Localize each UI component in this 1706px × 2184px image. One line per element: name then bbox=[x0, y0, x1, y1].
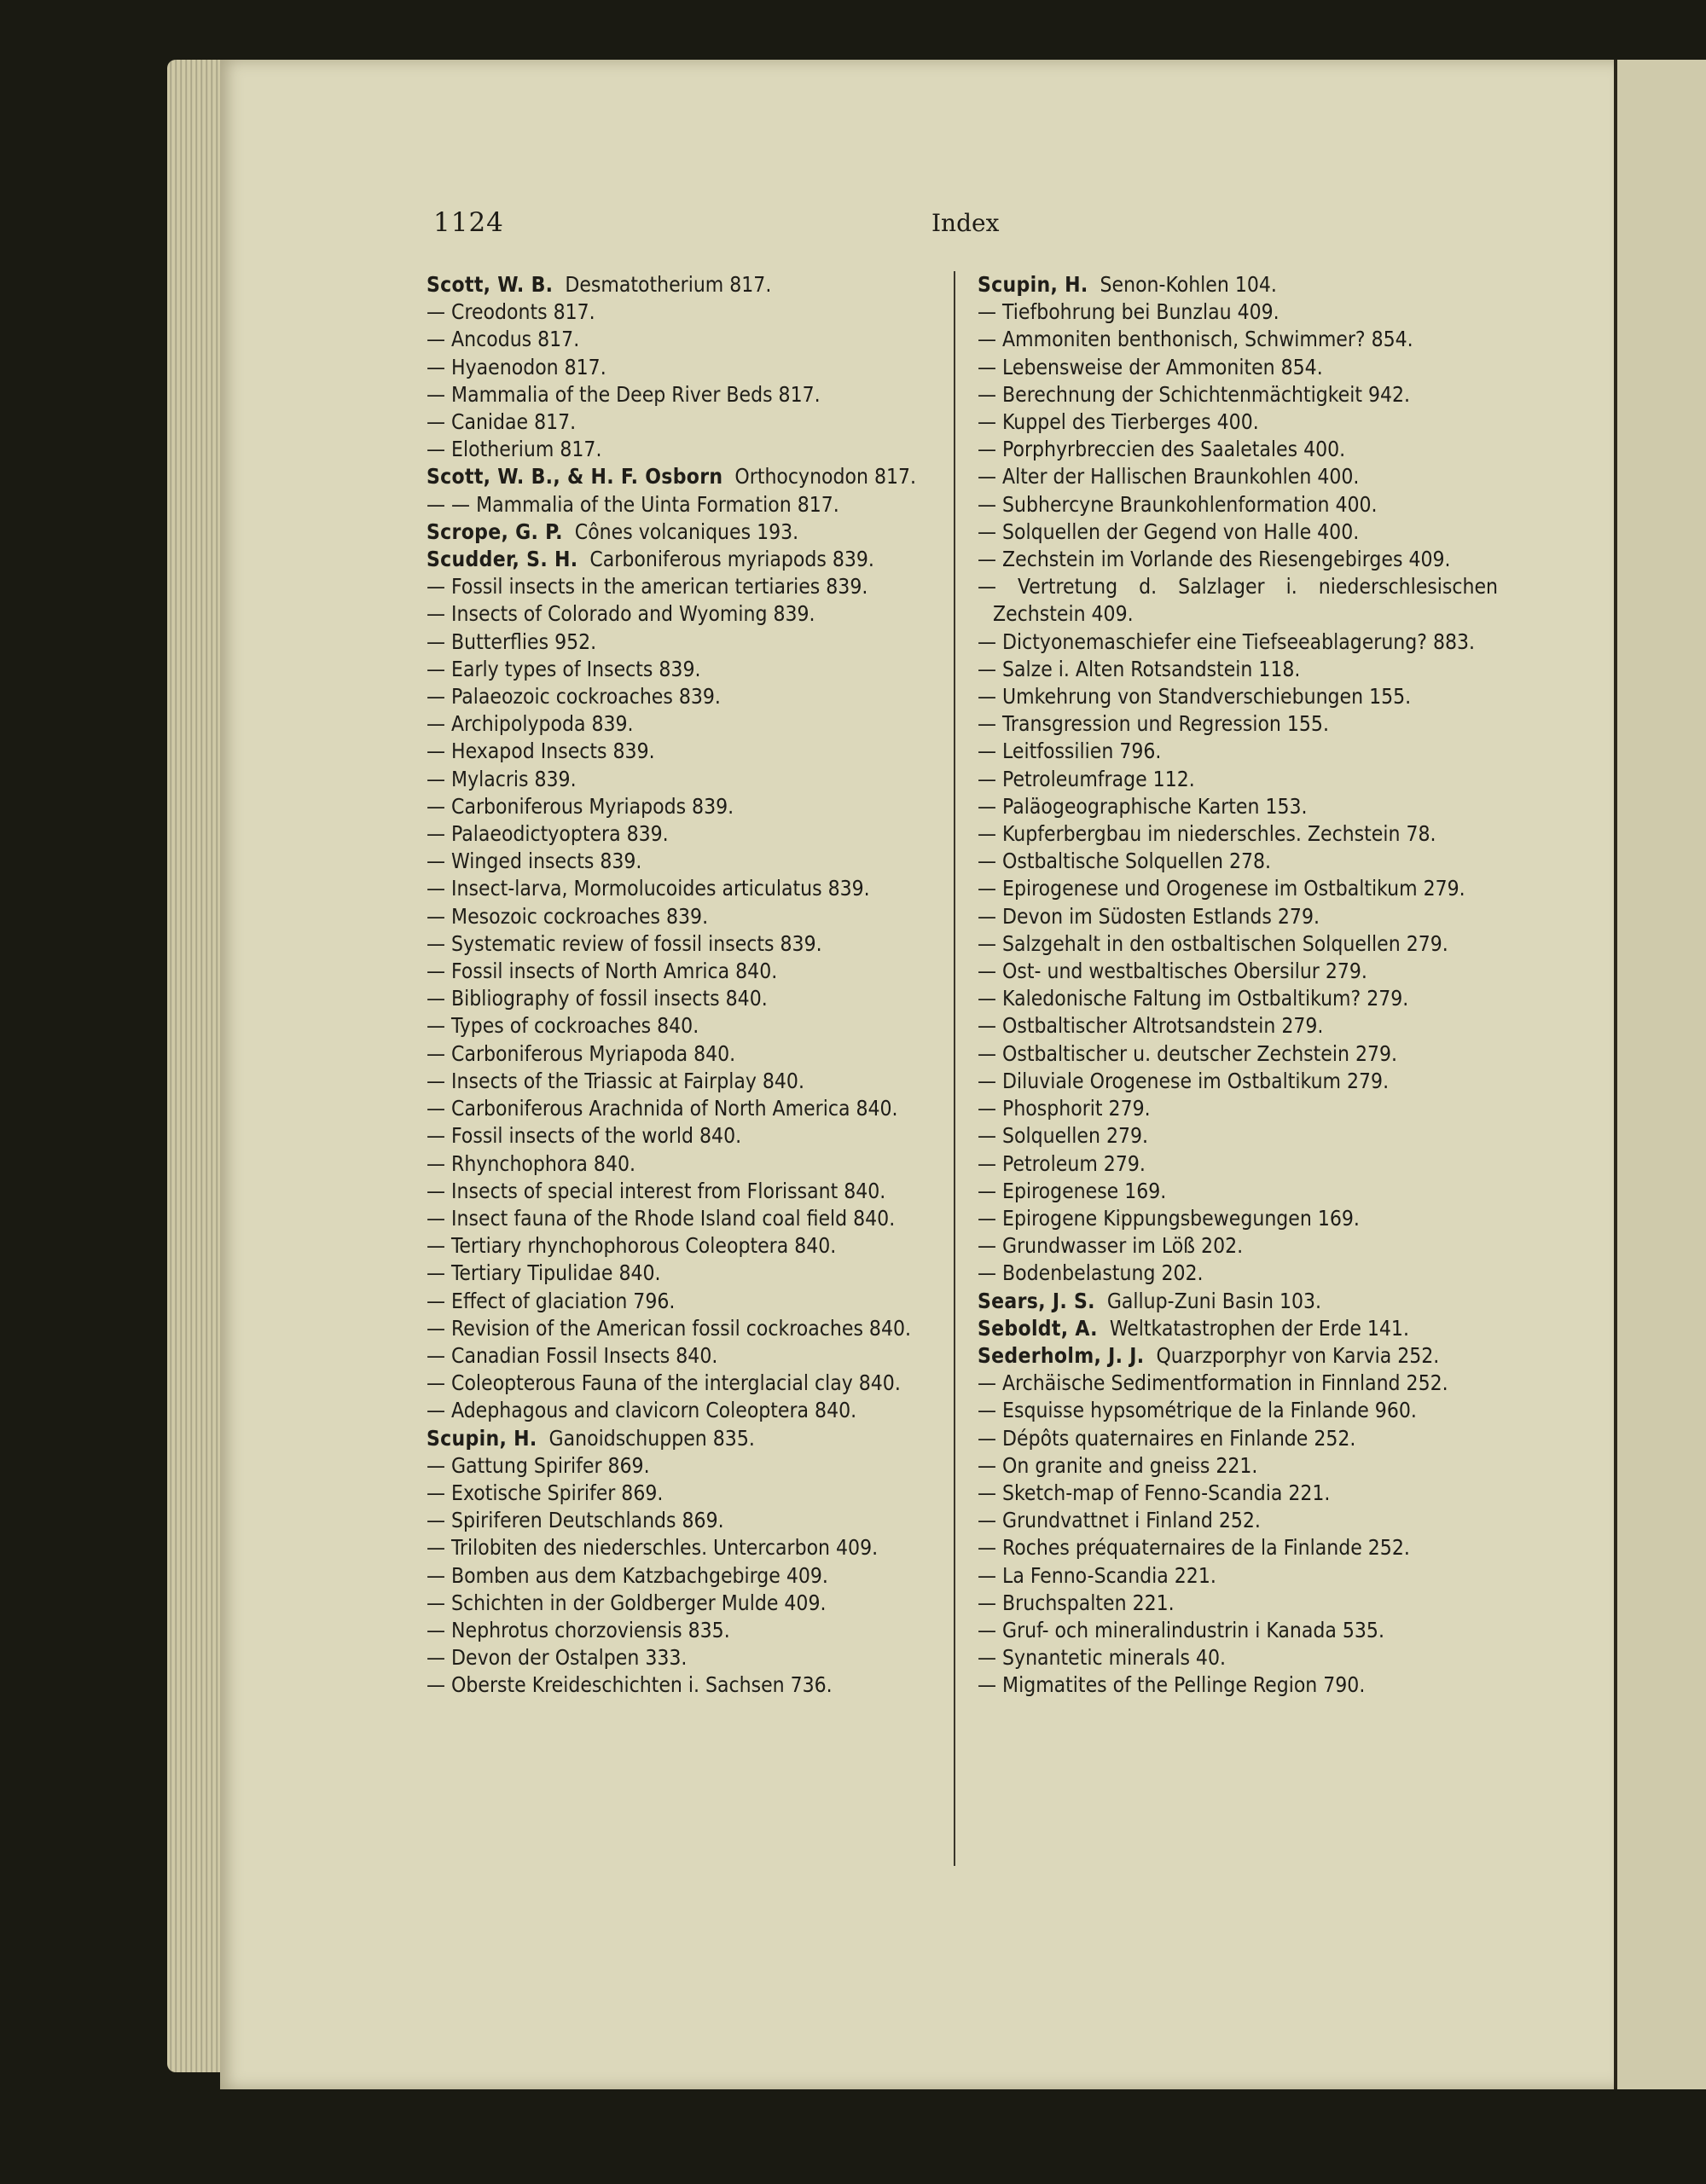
index-entry-text: — Revision of the American fossil cockroaches 840. bbox=[426, 1315, 911, 1341]
index-entry-text: — Mylacris 839. bbox=[426, 766, 577, 791]
index-entry-text: — Palaeozoic cockroaches 839. bbox=[426, 684, 721, 710]
index-entry bbox=[426, 1342, 943, 1370]
index-entry bbox=[426, 958, 943, 985]
index-entry bbox=[426, 381, 943, 408]
index-entry bbox=[426, 1590, 943, 1617]
index-entry bbox=[978, 491, 1498, 518]
index-entry-text: — Adephagous and clavicorn Coleoptera 840. bbox=[426, 1398, 857, 1423]
index-entry-text: — Subhercyne Braunkohlenformation 400. bbox=[978, 491, 1378, 517]
index-entry-text: — Esquisse hypsométrique de la Finlande 960. bbox=[978, 1398, 1417, 1423]
index-entry-text: — Tertiary Tipulidae 840. bbox=[426, 1260, 661, 1286]
index-entry bbox=[978, 1068, 1498, 1095]
index-entry bbox=[426, 1150, 943, 1178]
index-entry-text: — Umkehrung von Standverschiebungen 155. bbox=[978, 684, 1412, 710]
index-author: Sears, J. S. bbox=[978, 1288, 1095, 1313]
index-entry-text: — Insect-larva, Mormolucoides articulatus 839. bbox=[426, 876, 870, 901]
index-entry bbox=[426, 1480, 943, 1507]
index-entry bbox=[426, 1397, 943, 1424]
index-entry-text: — Carboniferous Myriapods 839. bbox=[426, 793, 734, 819]
index-entry bbox=[426, 573, 943, 600]
index-entry-text: — Archäische Sedimentformation in Finnland 252. bbox=[978, 1370, 1448, 1396]
index-entry-text: — Porphyrbreccien des Saaletales 400. bbox=[978, 437, 1346, 462]
index-entry bbox=[978, 738, 1498, 765]
index-entry bbox=[426, 354, 943, 381]
page-number: 1124 bbox=[433, 207, 504, 238]
index-entry bbox=[426, 1288, 943, 1315]
index-entry bbox=[426, 1205, 943, 1232]
index-entry bbox=[978, 1425, 1498, 1452]
index-entry bbox=[978, 1205, 1498, 1232]
index-entry bbox=[426, 930, 943, 958]
index-entry-text: Orthocynodon 817. bbox=[734, 464, 917, 490]
index-entry bbox=[426, 766, 943, 793]
index-author: Scupin, H. bbox=[978, 272, 1088, 297]
index-entry bbox=[426, 1260, 943, 1287]
index-entry bbox=[978, 848, 1498, 875]
index-entry bbox=[978, 1150, 1498, 1178]
index-entry-text: — Insects of special interest from Florissant 840. bbox=[426, 1178, 886, 1203]
index-entry-text: — Bibliography of fossil insects 840. bbox=[426, 986, 768, 1011]
index-entry-text: — Gruf- och mineralindustrin i Kanada 535. bbox=[978, 1617, 1384, 1642]
index-entry bbox=[978, 1617, 1498, 1644]
index-entry-text: — Transgression und Regression 155. bbox=[978, 711, 1329, 737]
index-entry-text: — Kuppel des Tierberges 400. bbox=[978, 409, 1259, 435]
index-entry-text: — Carboniferous Myriapoda 840. bbox=[426, 1040, 736, 1066]
index-entry bbox=[978, 326, 1498, 353]
index-entry bbox=[978, 408, 1498, 436]
index-entry bbox=[978, 1260, 1498, 1287]
index-entry bbox=[978, 298, 1498, 326]
index-entry bbox=[426, 298, 943, 326]
index-entry-text: — Exotische Spirifer 869. bbox=[426, 1480, 664, 1505]
index-entry bbox=[426, 1671, 943, 1699]
index-entry bbox=[978, 436, 1498, 463]
index-entry bbox=[426, 518, 943, 546]
index-entry bbox=[978, 656, 1498, 683]
index-entry-text: — Trilobiten des niederschles. Untercarbon 409. bbox=[426, 1535, 879, 1561]
index-entry bbox=[978, 381, 1498, 408]
index-entry bbox=[426, 1095, 943, 1122]
index-entry-text: — Rhynchophora 840. bbox=[426, 1150, 635, 1176]
index-entry-text: — Bodenbelastung 202. bbox=[978, 1260, 1204, 1286]
index-entry bbox=[426, 683, 943, 710]
index-entry-text: — Ost- und westbaltisches Obersilur 279. bbox=[978, 959, 1367, 984]
index-entry-text: — Salze i. Alten Rotsandstein 118. bbox=[978, 656, 1301, 681]
index-entry bbox=[426, 629, 943, 656]
index-entry-text: — Tiefbohrung bei Bunzlau 409. bbox=[978, 299, 1280, 325]
index-entry bbox=[426, 848, 943, 875]
index-entry bbox=[978, 518, 1498, 546]
index-entry-text: — — Mammalia of the Uinta Formation 817. bbox=[426, 491, 839, 517]
index-entry-text: — Devon im Südosten Estlands 279. bbox=[978, 903, 1320, 929]
index-entry bbox=[426, 1232, 943, 1260]
index-entry-text: — Fossil insects in the american tertiaries 839. bbox=[426, 574, 868, 600]
index-entry-text: — Coleopterous Fauna of the interglacial clay 840. bbox=[426, 1370, 901, 1396]
index-entry-text: — Diluviale Orogenese im Ostbaltikum 279. bbox=[978, 1068, 1390, 1093]
index-entry bbox=[426, 1507, 943, 1534]
index-entry-text: — Ostbaltische Solquellen 278. bbox=[978, 849, 1272, 874]
index-entry-text: — Hyaenodon 817. bbox=[426, 354, 606, 379]
index-entry-text: — Mammalia of the Deep River Beds 817. bbox=[426, 381, 821, 407]
index-entry-text: Weltkatastrophen der Erde 141. bbox=[1109, 1315, 1409, 1341]
index-entry-text: — Elotherium 817. bbox=[426, 437, 602, 462]
index-entry bbox=[978, 546, 1498, 573]
index-entry bbox=[426, 1012, 943, 1040]
index-entry-text: — Salzgehalt in den ostbaltischen Solquellen 279. bbox=[978, 930, 1448, 956]
index-entry bbox=[978, 1452, 1498, 1480]
index-author: Scrope, G. P. bbox=[426, 518, 563, 544]
index-entry bbox=[426, 738, 943, 765]
index-entry-text: — Solquellen 279. bbox=[978, 1123, 1149, 1149]
index-entry-text: — Paläogeographische Karten 153. bbox=[978, 793, 1308, 819]
index-entry bbox=[978, 1534, 1498, 1561]
index-entry bbox=[978, 683, 1498, 710]
index-entry bbox=[978, 1562, 1498, 1590]
index-entry-text: — Lebensweise der Ammoniten 854. bbox=[978, 354, 1323, 379]
index-entry bbox=[426, 1617, 943, 1644]
index-entry-text: — Carboniferous Arachnida of North America 840. bbox=[426, 1096, 898, 1121]
index-entry bbox=[978, 1370, 1498, 1397]
index-entry-text: — Palaeodictyoptera 839. bbox=[426, 821, 669, 847]
index-entry-text: — Early types of Insects 839. bbox=[426, 656, 701, 681]
index-entry-text: — Roches préquaternaires de la Finlande 252. bbox=[978, 1535, 1410, 1561]
index-entry-text: — Winged insects 839. bbox=[426, 849, 642, 874]
page-edge-stack bbox=[167, 60, 222, 2072]
index-entry-text: — Epirogenese und Orogenese im Ostbaltikum 279. bbox=[978, 876, 1465, 901]
index-entry-text: — Systematic review of fossil insects 839. bbox=[426, 930, 822, 956]
index-entry-text: — Fossil insects of the world 840. bbox=[426, 1123, 742, 1149]
index-entry-text: — Dictyonemaschiefer eine Tiefseeablagerung? 883. bbox=[978, 629, 1476, 654]
index-entry bbox=[426, 1178, 943, 1205]
index-entry bbox=[978, 903, 1498, 930]
index-entry-text: — Kupferbergbau im niederschles. Zechstein 78. bbox=[978, 821, 1436, 847]
index-entry-text: — Canidae 817. bbox=[426, 409, 577, 435]
index-entry-text: Desmatotherium 817. bbox=[565, 272, 772, 297]
index-entry bbox=[426, 436, 943, 463]
index-entry-text: — Kaledonische Faltung im Ostbaltikum? 279. bbox=[978, 986, 1409, 1011]
index-entry bbox=[426, 1068, 943, 1095]
index-entry bbox=[978, 1480, 1498, 1507]
index-entry bbox=[426, 1562, 943, 1590]
index-entry-text: — Devon der Ostalpen 333. bbox=[426, 1645, 688, 1671]
index-entry bbox=[978, 1397, 1498, 1424]
index-entry bbox=[978, 573, 1498, 628]
index-entry bbox=[426, 1452, 943, 1480]
index-entry bbox=[426, 903, 943, 930]
index-entry-text: — Ancodus 817. bbox=[426, 327, 580, 352]
index-entry-text: — On granite and gneiss 221. bbox=[978, 1452, 1258, 1478]
index-entry bbox=[426, 491, 943, 518]
index-entry bbox=[426, 600, 943, 628]
index-entry bbox=[978, 766, 1498, 793]
index-author: Scudder, S. H. bbox=[426, 547, 578, 572]
index-entry-text: — Leitfossilien 796. bbox=[978, 739, 1162, 764]
index-entry-text: — Types of cockroaches 840. bbox=[426, 1013, 699, 1039]
index-entry-text: — Berechnung der Schichtenmächtigkeit 942. bbox=[978, 381, 1411, 407]
index-entry-text: — Canadian Fossil Insects 840. bbox=[426, 1342, 718, 1368]
index-entry-text: — Gattung Spirifer 869. bbox=[426, 1452, 650, 1478]
index-entry bbox=[426, 820, 943, 848]
index-entry-text: Gallup-Zuni Basin 103. bbox=[1106, 1288, 1322, 1313]
index-entry bbox=[978, 710, 1498, 738]
index-entry bbox=[426, 710, 943, 738]
index-entry bbox=[426, 326, 943, 353]
index-entry bbox=[978, 1315, 1498, 1342]
index-entry-text: — Zechstein im Vorlande des Riesengebirges 409. bbox=[978, 547, 1451, 572]
index-author: Sederholm, J. J. bbox=[978, 1342, 1145, 1368]
index-entry bbox=[978, 1507, 1498, 1534]
facing-page-edge bbox=[1614, 60, 1706, 2089]
index-entry-text: — Tertiary rhynchophorous Coleoptera 840. bbox=[426, 1233, 837, 1259]
index-entry-text: — Dépôts quaternaires en Finlande 252. bbox=[978, 1425, 1356, 1451]
index-entry-text: — Schichten in der Goldberger Mulde 409. bbox=[426, 1590, 827, 1615]
index-entry bbox=[426, 1425, 943, 1452]
index-entry bbox=[426, 793, 943, 820]
index-entry bbox=[426, 985, 943, 1012]
index-entry-text: — Ostbaltischer u. deutscher Zechstein 279. bbox=[978, 1040, 1398, 1066]
index-entry-text: — Sketch-map of Fenno-Scandia 221. bbox=[978, 1480, 1331, 1505]
index-column-left bbox=[426, 271, 943, 1700]
index-entry-text: — Effect of glaciation 796. bbox=[426, 1288, 676, 1313]
index-entry-text: — Petroleumfrage 112. bbox=[978, 766, 1195, 791]
index-entry-text: — Insects of the Triassic at Fairplay 840. bbox=[426, 1068, 804, 1093]
index-entry-text: — Spiriferen Deutschlands 869. bbox=[426, 1508, 724, 1533]
index-entry bbox=[978, 1232, 1498, 1260]
index-entry-text: — Insects of Colorado and Wyoming 839. bbox=[426, 601, 815, 627]
index-entry bbox=[978, 985, 1498, 1012]
index-entry bbox=[978, 1288, 1498, 1315]
index-entry-text: — Synantetic minerals 40. bbox=[978, 1645, 1226, 1671]
index-entry bbox=[978, 271, 1498, 298]
index-entry bbox=[426, 656, 943, 683]
index-entry bbox=[978, 1122, 1498, 1150]
index-entry bbox=[978, 930, 1498, 958]
index-entry-text: Cônes volcaniques 193. bbox=[574, 518, 799, 544]
index-entry-text: — Creodonts 817. bbox=[426, 299, 595, 325]
index-entry-text: — Nephrotus chorzoviensis 835. bbox=[426, 1617, 730, 1642]
index-entry bbox=[978, 1342, 1498, 1370]
index-entry bbox=[426, 546, 943, 573]
index-entry bbox=[426, 463, 943, 490]
index-entry bbox=[978, 1590, 1498, 1617]
index-entry-text: Senon-Kohlen 104. bbox=[1100, 272, 1277, 297]
index-entry-text: — Epirogenese 169. bbox=[978, 1178, 1167, 1203]
index-entry-text: — Archipolypoda 839. bbox=[426, 711, 634, 737]
index-entry-text: Quarzporphyr von Karvia 252. bbox=[1156, 1342, 1440, 1368]
index-author: Scott, W. B. bbox=[426, 272, 554, 297]
index-entry-text: — Ostbaltischer Altrotsandstein 279. bbox=[978, 1013, 1324, 1039]
index-entry-text: — Bomben aus dem Katzbachgebirge 409. bbox=[426, 1562, 828, 1588]
index-entry bbox=[426, 1534, 943, 1561]
index-entry bbox=[978, 1644, 1498, 1671]
index-entry bbox=[978, 354, 1498, 381]
index-entry bbox=[426, 1040, 943, 1068]
index-entry-text: — Fossil insects of North Amrica 840. bbox=[426, 959, 778, 984]
index-entry bbox=[978, 629, 1498, 656]
index-entry-text: — Phosphorit 279. bbox=[978, 1096, 1151, 1121]
index-entry bbox=[978, 1095, 1498, 1122]
index-entry bbox=[426, 1370, 943, 1397]
index-entry-text: Ganoidschuppen 835. bbox=[548, 1425, 755, 1451]
index-entry bbox=[978, 1040, 1498, 1068]
index-entry-text: — Migmatites of the Pellinge Region 790. bbox=[978, 1672, 1366, 1698]
index-column-right bbox=[978, 271, 1498, 1700]
index-entry-text: — Petroleum 279. bbox=[978, 1150, 1146, 1176]
running-head: Index bbox=[931, 209, 1000, 237]
index-entry bbox=[426, 1315, 943, 1342]
index-entry-text: — Ammoniten benthonisch, Schwimmer? 854. bbox=[978, 327, 1413, 352]
index-entry bbox=[978, 958, 1498, 985]
index-entry-text: — Oberste Kreideschichten i. Sachsen 736. bbox=[426, 1672, 833, 1698]
index-entry-text: Carboniferous myriapods 839. bbox=[589, 547, 874, 572]
index-entry-text: — Grundvattnet i Finland 252. bbox=[978, 1508, 1261, 1533]
index-entry bbox=[978, 793, 1498, 820]
index-entry-text: — Alter der Hallischen Braunkohlen 400. bbox=[978, 464, 1360, 490]
index-entry-text: — Vertretung d. Salzlager i. niederschlesischen Zechstein 409. bbox=[978, 574, 1498, 627]
index-entry bbox=[426, 875, 943, 902]
index-author: Seboldt, A. bbox=[978, 1315, 1098, 1341]
index-entry-text: — Bruchspalten 221. bbox=[978, 1590, 1175, 1615]
index-entry-text: — Insect fauna of the Rhode Island coal field 840. bbox=[426, 1205, 896, 1231]
index-entry-text: — Solquellen der Gegend von Halle 400. bbox=[978, 518, 1360, 544]
index-entry-text: — Butterflies 952. bbox=[426, 629, 597, 654]
index-entry bbox=[426, 1644, 943, 1671]
index-entry-text: — Mesozoic cockroaches 839. bbox=[426, 903, 709, 929]
index-entry bbox=[978, 875, 1498, 902]
index-entry bbox=[426, 1122, 943, 1150]
index-entry-text: — Hexapod Insects 839. bbox=[426, 739, 655, 764]
index-entry bbox=[426, 271, 943, 298]
index-entry bbox=[978, 463, 1498, 490]
index-author: Scott, W. B., & H. F. Osborn bbox=[426, 464, 723, 490]
column-divider bbox=[954, 271, 955, 1866]
index-entry-text: — Epirogene Kippungsbewegungen 169. bbox=[978, 1205, 1360, 1231]
index-author: Scupin, H. bbox=[426, 1425, 537, 1451]
index-entry bbox=[978, 1671, 1498, 1699]
index-entry bbox=[978, 1012, 1498, 1040]
index-entry-text: — Grundwasser im Löß 202. bbox=[978, 1233, 1244, 1259]
index-entry bbox=[426, 408, 943, 436]
index-entry bbox=[978, 1178, 1498, 1205]
index-entry-text: — La Fenno-Scandia 221. bbox=[978, 1562, 1216, 1588]
index-entry bbox=[978, 820, 1498, 848]
